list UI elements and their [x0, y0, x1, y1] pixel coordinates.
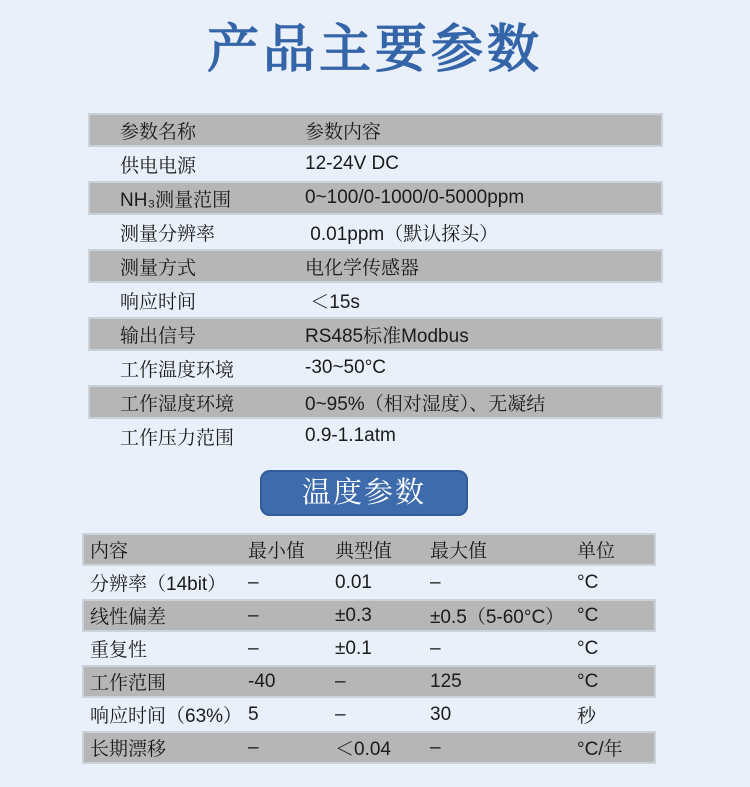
- table-row: [82, 731, 656, 764]
- temp-max: 125: [430, 670, 462, 692]
- temp-typical: ±0.1: [335, 637, 372, 659]
- table-row: [82, 566, 656, 599]
- temp-table-header-row: [82, 533, 656, 566]
- temp-header-max: 最大值: [430, 541, 488, 562]
- temp-unit: °C/年: [577, 739, 623, 760]
- temp-typical: ±0.3: [335, 604, 372, 626]
- temperature-section-badge: 温度参数: [260, 470, 468, 516]
- temp-unit: °C: [577, 571, 599, 593]
- temp-max: –: [430, 736, 441, 758]
- temp-typical: ＜0.04: [335, 739, 391, 760]
- param-value: 0~100/0-1000/0-5000ppm: [305, 187, 525, 208]
- temp-header-content: 内容: [90, 541, 129, 562]
- temp-unit: °C: [577, 670, 599, 692]
- temp-typical: –: [335, 703, 346, 725]
- param-name: 工作压力范围: [120, 427, 235, 449]
- param-name: 工作温度环境: [120, 359, 235, 381]
- table-row: [82, 665, 656, 698]
- temp-content: 线性偏差: [90, 607, 167, 628]
- table-row: [88, 385, 663, 419]
- temp-typical: –: [335, 670, 346, 692]
- page-title: 产品主要参数: [206, 21, 543, 79]
- temp-min: –: [248, 736, 259, 758]
- temp-header-typical: 典型值: [335, 541, 393, 562]
- param-value: 0.01ppm（默认探头）: [305, 223, 499, 245]
- param-value: -30~50°C: [305, 357, 387, 378]
- temp-min: –: [248, 571, 259, 593]
- param-name: 输出信号: [120, 325, 197, 347]
- temp-min: –: [248, 637, 259, 659]
- temp-max: –: [430, 637, 441, 659]
- param-name: NH₃测量范围: [120, 189, 232, 211]
- temp-header-unit: 单位: [577, 541, 616, 562]
- table-row: [88, 215, 663, 249]
- table-row: [88, 249, 663, 283]
- spec-header-content: 参数内容: [305, 121, 382, 143]
- param-name: 测量分辨率: [120, 223, 216, 245]
- temp-unit: °C: [577, 604, 599, 626]
- param-value: RS485标准Modbus: [305, 325, 469, 347]
- table-row: [88, 147, 663, 181]
- temp-max: ±0.5（5-60°C）: [430, 607, 565, 628]
- spec-table-header-row: [88, 113, 663, 147]
- param-value: 电化学传感器: [305, 257, 420, 279]
- temp-content: 重复性: [90, 640, 148, 661]
- temp-typical: 0.01: [335, 571, 372, 593]
- param-name: 工作湿度环境: [120, 393, 235, 415]
- table-row: [82, 698, 656, 731]
- param-name: 测量方式: [120, 257, 197, 279]
- param-value: 0~95%（相对湿度）、无凝结: [305, 393, 546, 415]
- table-row: [88, 419, 663, 453]
- temp-header-min: 最小值: [248, 541, 306, 562]
- param-value: 0.9-1.1atm: [305, 425, 396, 446]
- table-row: [88, 283, 663, 317]
- table-row: [82, 599, 656, 632]
- table-row: [88, 317, 663, 351]
- temp-unit: 秒: [577, 706, 597, 727]
- temp-content: 分辨率（14bit）: [90, 574, 227, 595]
- spec-table: [88, 113, 663, 453]
- table-row: [82, 632, 656, 665]
- temp-max: –: [430, 571, 441, 593]
- table-row: [88, 351, 663, 385]
- temp-unit: °C: [577, 637, 599, 659]
- table-row: [88, 181, 663, 215]
- temp-min: 5: [248, 703, 259, 725]
- temp-max: 30: [430, 703, 452, 725]
- temp-min: –: [248, 604, 259, 626]
- param-value: 12-24V DC: [305, 153, 399, 174]
- temp-content: 工作范围: [90, 673, 167, 694]
- param-value: ＜15s: [305, 291, 360, 313]
- temperature-table: [82, 533, 656, 764]
- param-name: 响应时间: [120, 291, 197, 313]
- spec-header-name: 参数名称: [120, 121, 197, 143]
- temp-min: -40: [248, 670, 276, 692]
- temp-content: 长期漂移: [90, 739, 167, 760]
- param-name: 供电电源: [120, 155, 197, 177]
- temp-content: 响应时间（63%）: [90, 706, 243, 727]
